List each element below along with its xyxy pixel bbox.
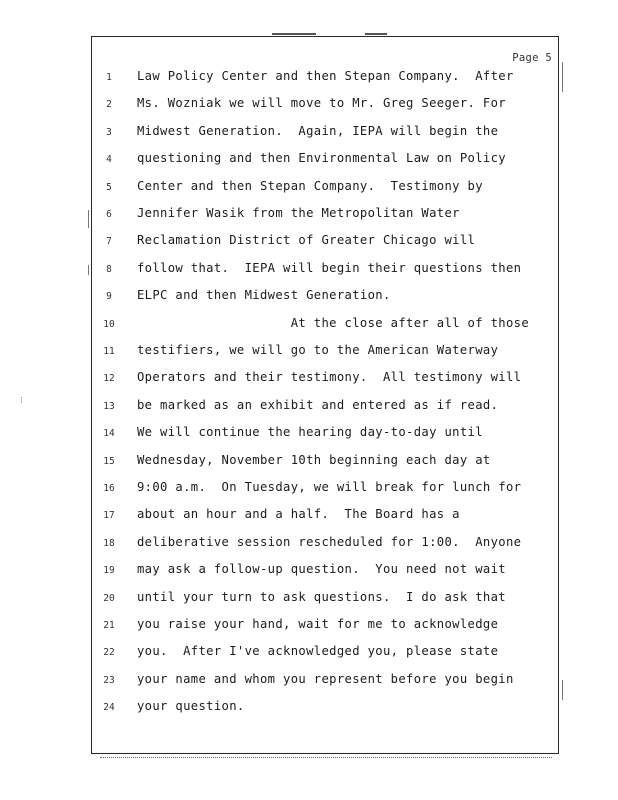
line-text: your question. [137, 699, 245, 714]
transcript-line [0, 343, 618, 363]
transcript-line [0, 233, 618, 253]
line-text: you. After I've acknowledged you, please state [137, 644, 499, 659]
line-text: 9:00 a.m. On Tuesday, we will break for lunch for [137, 480, 522, 494]
line-text: Midwest Generation. Again, IEPA will begin the [137, 123, 499, 138]
line-number: 16 [103, 483, 115, 494]
transcript-line [0, 617, 618, 637]
scan-mark-top-left [272, 33, 316, 35]
transcript-line [0, 425, 618, 445]
line-text: Ms. Wozniak we will move to Mr. Greg Seeger. For [137, 96, 506, 111]
line-number: 11 [103, 346, 115, 357]
transcript-line [0, 480, 618, 500]
transcript-line [0, 644, 618, 664]
line-text: you raise your hand, wait for me to acknowledge [137, 617, 499, 631]
transcript-line [0, 179, 618, 199]
line-number: 13 [103, 400, 115, 412]
line-number: 20 [103, 592, 115, 604]
margin-speck-icon: ⁝ [20, 396, 23, 406]
line-text: Operators and their testimony. All testimony will [137, 370, 522, 385]
line-number: 19 [103, 565, 115, 577]
line-text: Wednesday, November 10th beginning each day at [137, 452, 491, 467]
line-number: 23 [103, 674, 115, 686]
line-text: be marked as an exhibit and entered as if read. [137, 397, 499, 412]
line-number: 1 [106, 72, 112, 83]
line-text: until your turn to ask questions. I do ask that [137, 589, 506, 604]
line-number: 24 [103, 702, 115, 714]
transcript-line [0, 288, 618, 308]
transcript-line [0, 124, 618, 144]
line-number: 14 [103, 428, 115, 440]
line-number: 12 [103, 373, 115, 385]
line-number: 5 [106, 181, 112, 193]
transcript-line [0, 206, 618, 226]
line-text: may ask a follow-up question. You need not wait [137, 562, 506, 577]
line-number: 18 [103, 537, 115, 549]
transcript-line [0, 699, 618, 719]
line-number: 9 [106, 291, 112, 303]
line-number: 7 [106, 236, 112, 248]
line-text: Law Policy Center and then Stepan Company. After [137, 69, 514, 83]
transcript-line [0, 69, 618, 89]
bottom-rule [100, 757, 552, 759]
line-text: Center and then Stepan Company. Testimony by [137, 178, 483, 193]
transcript-line [0, 96, 618, 116]
line-number: 22 [103, 647, 115, 659]
line-text: At the close after all of those [137, 315, 530, 330]
transcript-line [0, 562, 618, 582]
line-number: 17 [103, 510, 115, 522]
line-text: about an hour and a half. The Board has a [137, 507, 460, 522]
line-number: 10 [103, 318, 115, 330]
transcript-line [0, 590, 618, 610]
transcript-line [0, 398, 618, 418]
line-text: your name and whom you represent before you begin [137, 671, 514, 686]
transcript-line [0, 261, 618, 281]
transcript-line [0, 535, 618, 555]
line-text: Reclamation District of Greater Chicago will [137, 233, 476, 248]
transcript-line [0, 672, 618, 692]
page-number-label: Page 5 [512, 52, 552, 64]
transcript-line [0, 316, 618, 336]
line-number: 8 [106, 263, 112, 275]
line-number: 4 [106, 154, 112, 166]
line-number: 15 [103, 455, 115, 467]
line-text: ELPC and then Midwest Generation. [137, 288, 391, 303]
transcript-line [0, 507, 618, 527]
line-text: questioning and then Environmental Law on Policy [137, 151, 506, 166]
line-text: testifiers, we will go to the American Waterway [137, 343, 499, 357]
transcript-line [0, 151, 618, 171]
line-text: We will continue the hearing day-to-day until [137, 425, 483, 440]
line-text: follow that. IEPA will begin their questions then [137, 260, 522, 275]
transcript-line [0, 370, 618, 390]
line-number: 2 [106, 99, 112, 111]
transcript-line [0, 453, 618, 473]
scan-mark-top-right [365, 33, 387, 35]
line-number: 6 [106, 209, 112, 220]
line-number: 3 [106, 126, 112, 138]
line-text: deliberative session rescheduled for 1:00. Anyone [137, 534, 522, 549]
line-number: 21 [103, 620, 115, 631]
line-text: Jennifer Wasik from the Metropolitan Water [137, 206, 460, 220]
